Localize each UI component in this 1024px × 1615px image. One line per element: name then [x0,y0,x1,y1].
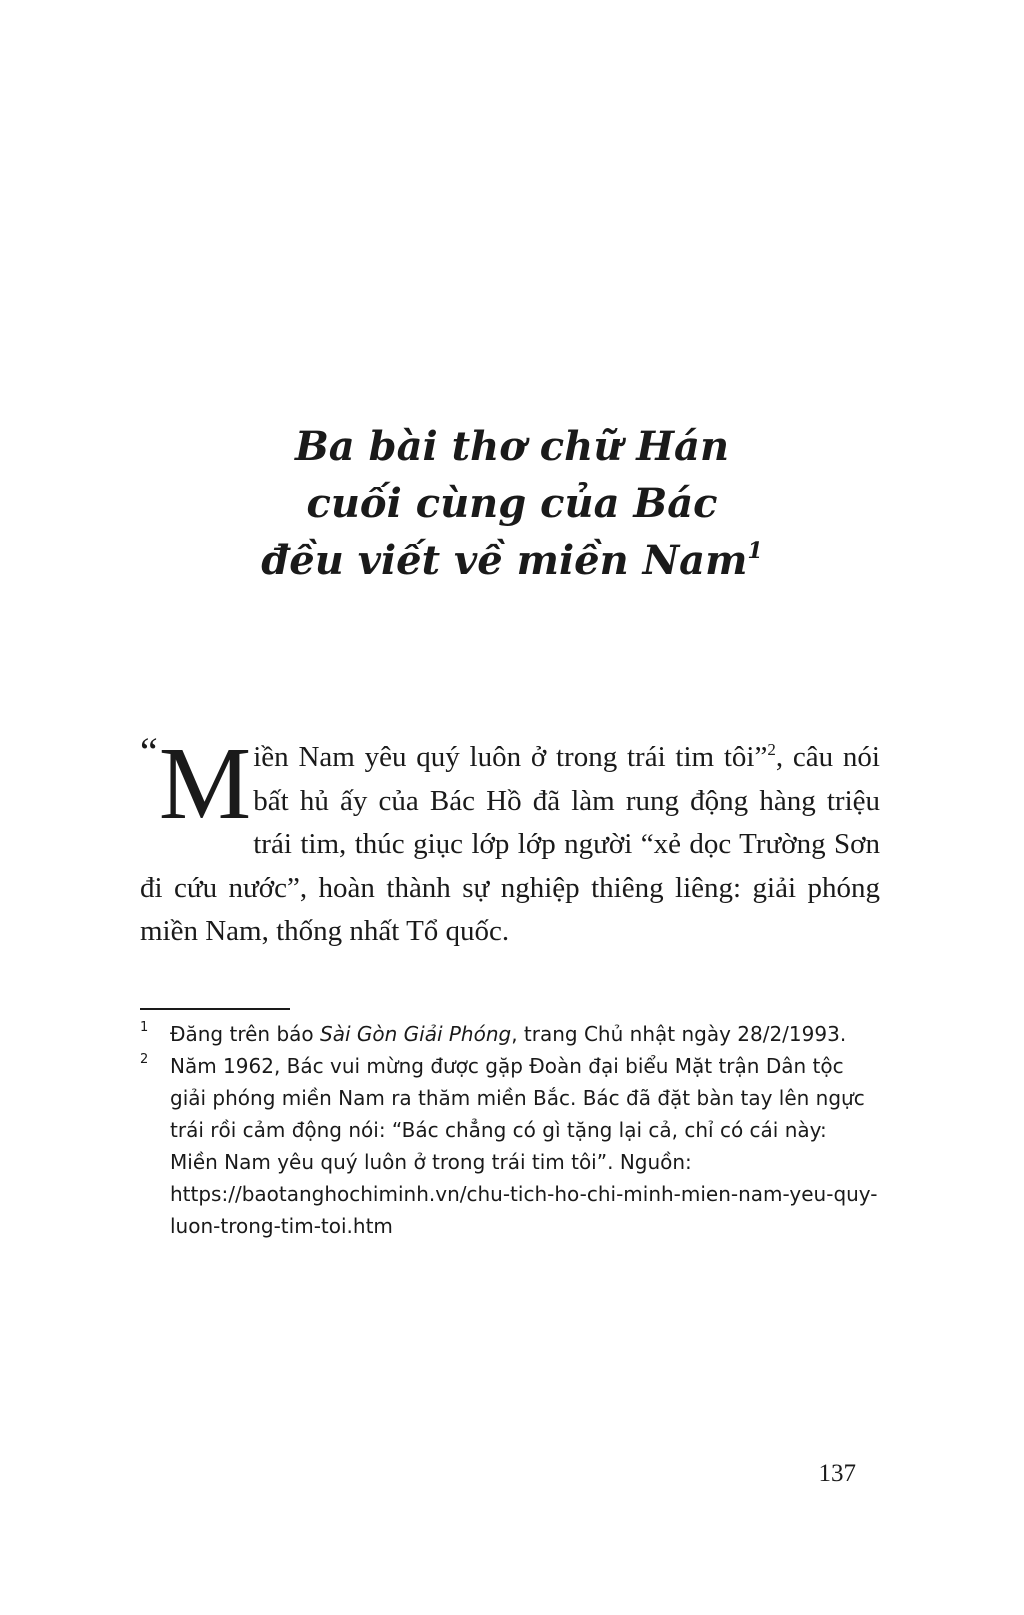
chapter-title-line-2: cuối cùng của Bác [306,480,718,527]
drop-cap: M [158,726,252,841]
footnotes [140,1018,880,1242]
chapter-title-line-3-text: đều viết về miền Nam [261,537,748,584]
footnote-2-text: Năm 1962, Bác vui mừng được gặp Đoàn đại biểu Mặt trận Dân tộc giải phóng miền Nam ra thăm miền Bắc. Bác đã đặt bàn tay lên ngực trái rồi cảm động nói: “Bác chẳng có gì tặng lại cả, chỉ có cái này: Miền Nam yêu quý luôn ở trong trái tim tôi”. Nguồn: https://baotanghochiminh.vn/chu-tich-ho-chi-minh-mien-nam-yeu-quy-luon-trong-tim-toi.htm [170,1054,878,1238]
opening-quote-mark: “ [140,729,158,774]
chapter-title-line-3 [0,532,1024,589]
footnote-2 [140,1050,880,1242]
footnote-1-text-after: , trang Chủ nhật ngày 28/2/1993. [511,1022,847,1046]
footnote-number: 2 [140,1052,149,1067]
footnote-1 [140,1018,880,1050]
newspaper-name: Sài Gòn Giải Phóng [320,1022,512,1046]
body-text-part-1: iền Nam yêu quý luôn ở trong trái tim tôi” [253,741,768,773]
page-number: 137 [818,1460,856,1487]
chapter-title-line-1: Ba bài thơ chữ Hán [294,423,730,470]
footnote-number: 1 [140,1020,149,1035]
chapter-title [0,418,1024,589]
body-text-part-2: , câu nói bất hủ ấy của Bác Hồ đã làm rung động hàng triệu trái tim, thúc giục lớp lớp người “xẻ dọc Trường Sơn đi cứu nước”, hoàn thành sự nghiệp thiêng liêng: giải phóng miền Nam, thống nhất Tổ quốc. [140,741,880,947]
body-paragraph [140,726,880,954]
title-footnote-ref[interactable]: 1 [747,538,763,564]
footnote-divider [140,1008,290,1010]
body-footnote-ref[interactable]: 2 [767,740,776,759]
footnote-1-text-before: Đăng trên báo [170,1022,320,1046]
